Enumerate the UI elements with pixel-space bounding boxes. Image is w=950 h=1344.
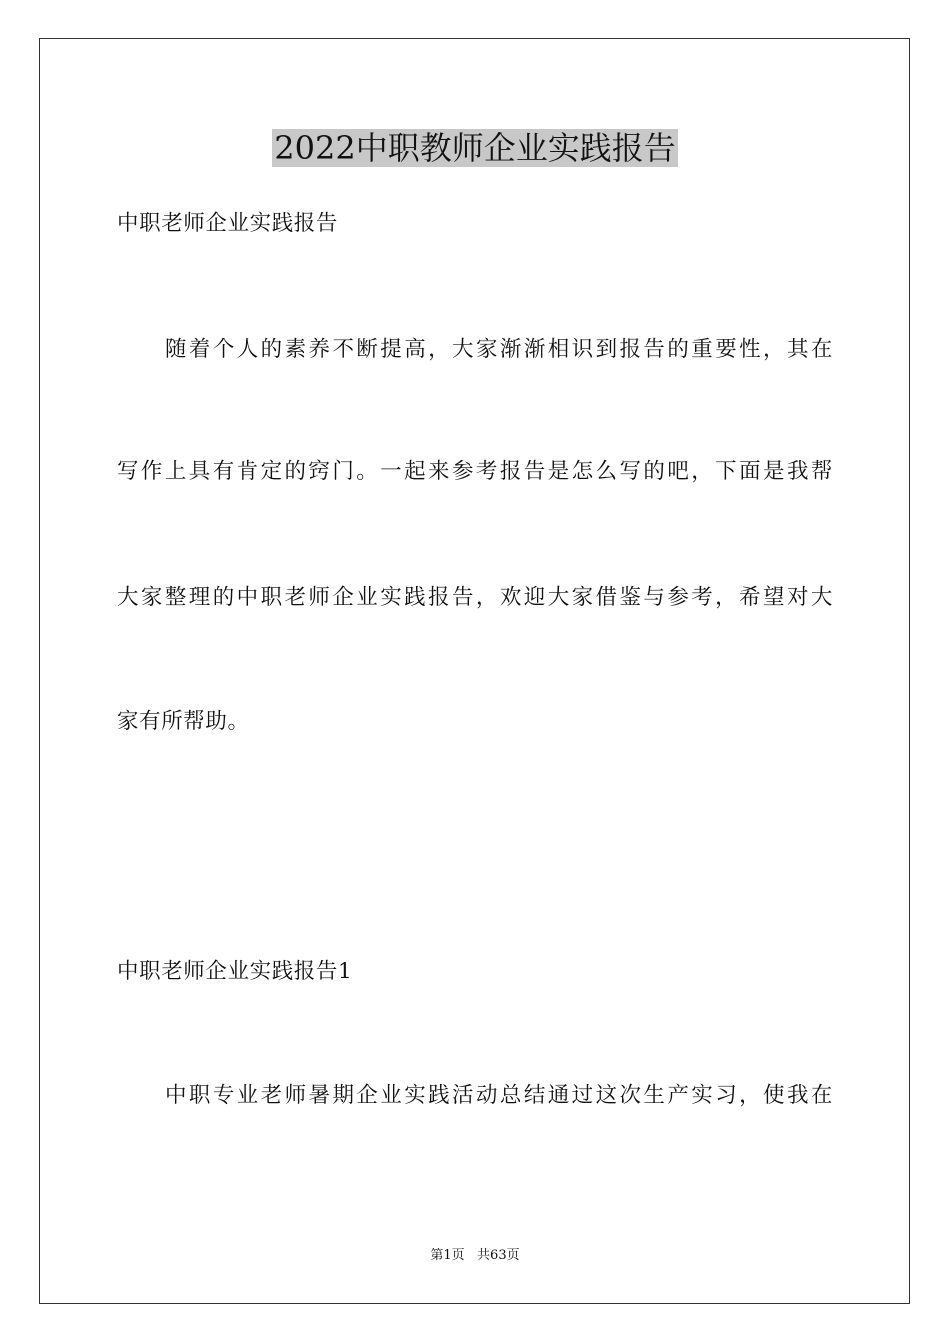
intro-line-4: 家有所帮助。: [117, 709, 250, 734]
document-title-text: 2022中职教师企业实践报告: [274, 129, 676, 167]
document-title: [0, 126, 950, 170]
document-subtitle: 中职老师企业实践报告: [117, 211, 339, 236]
intro-line-2: 写作上具有肯定的窍门。一起来参考报告是怎么写的吧，下面是我帮: [117, 459, 833, 484]
section-heading: 中职老师企业实践报告1: [117, 959, 353, 984]
intro-line-3: 大家整理的中职老师企业实践报告，欢迎大家借鉴与参考，希望对大: [117, 585, 833, 610]
intro-line-1: 随着个人的素养不断提高，大家渐渐相识到报告的重要性，其在: [165, 337, 833, 362]
section-paragraph-line-1: 中职专业老师暑期企业实践活动总结通过这次生产实习，使我在: [165, 1083, 833, 1108]
page-footer: 第1页 共63页: [430, 1248, 520, 1263]
